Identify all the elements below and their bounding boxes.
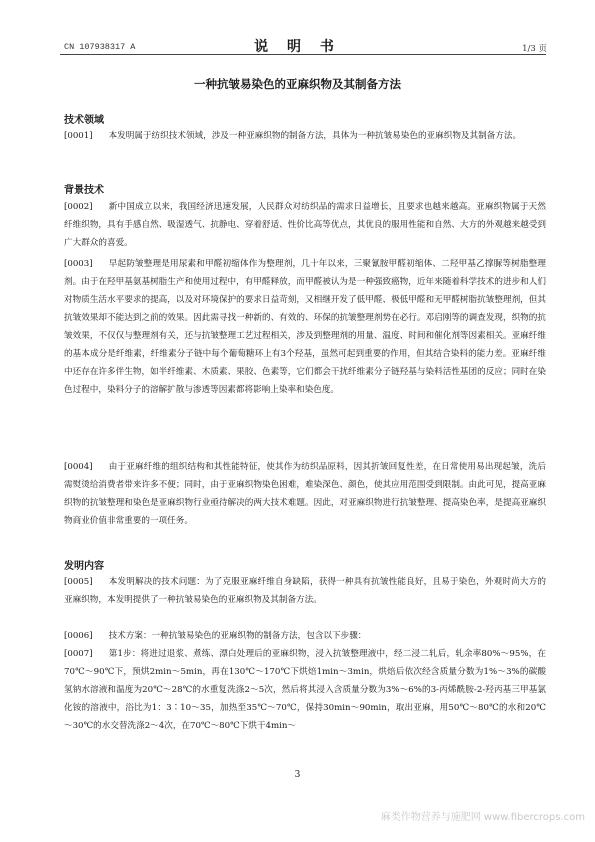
paragraph-0006 (64, 627, 546, 645)
paragraph-number: [0001] (64, 131, 93, 141)
paragraph-text: 早起防皱整理是用尿素和甲醛初缩体作为整理剂，几十年以来，三聚氰胺甲醛初缩体、二羟甲基乙撑脲等树脂整理剂。由于在羟甲基氨基树脂生产和使用过程中，有甲醛释放，而甲醛被认为是一种强致癌物，近年来随着科学技术的进步和人们对物质生活水平要求的提高，以及对环境保护的要求日益苛刻，又相继开发了低甲醛、极低甲醛和无甲醛树脂抗皱整理剂，但其抗皱效果却不能达到之前的效果。因此需寻找一种新的、有效的、环保的抗皱整理剂势在必行。邓启刚等的调查发现，织物的抗皱效果，不仅仅与整理剂有关，还与抗皱整理工艺过程相关，涉及到整理剂的用量、温度、时间和催化剂等因素相关。亚麻纤维的基本成分是纤维素，纤维素分子链中每个葡萄糖环上有3个羟基，虽然可起到重要的作用，但其结合染料的能力差。亚麻纤维中还存在许多伴生物，如半纤维素、木质素、果胶、色素等，它们都会干扰纤维素分子链羟基与染料活性基团的反应；同时在染色过程中，染料分子的溶解扩散与渗透等因素都将影响上染率和染色度。 (64, 259, 546, 395)
paragraph-number: [0005] (64, 577, 93, 587)
paragraph-0003 (64, 255, 546, 399)
paragraph-number: [0006] (64, 631, 93, 641)
paragraph-number: [0004] (64, 462, 93, 472)
paragraph-0007 (64, 645, 546, 735)
header-divider (60, 54, 546, 55)
paragraph-number: [0007] (64, 649, 93, 659)
section-heading-invention: 发明内容 (64, 561, 104, 572)
paragraph-text: 第1步：将进过退浆、煮练、漂白处理后的亚麻织物，浸入抗皱整理液中，经二浸二轧后，轧余率80%～95%，在70℃～90℃下，预烘2min～5min，再在130℃～170℃下烘焙1min～3min，烘焙后依次经含质量分数为1%～3%的碳酸氢钠水溶液和温度为20℃～28℃的水重复洗涤2～5次，然后将其浸入含质量分数为3%～6%的3-丙烯酰胺-2-羟丙基三甲基氯化铵的溶液中，浴比为1：3∶10～35，加热至35℃～70℃，保持30min～90min，取出亚麻，用50℃～80℃的水和20℃～30℃的水交替洗涤2～4次，在70℃～80℃下烘干4min～ (64, 649, 546, 731)
paragraph-number: [0002] (64, 202, 93, 212)
paragraph-text: 本发明属于纺织技术领域，涉及一种亚麻织物的制备方法，具体为一种抗皱易染色的亚麻织物及其制备方法。 (108, 131, 522, 141)
paragraph-0004 (64, 458, 546, 530)
paragraph-0001 (64, 127, 546, 145)
paragraph-text: 本发明解决的技术问题：为了克服亚麻纤维自身缺陷，获得一种具有抗皱性能良好，且易于染色，外观时尚大方的亚麻织物，本发明提供了一种抗皱易染色的亚麻织物及其制备方法。 (64, 577, 546, 605)
section-heading-tech-field: 技术领域 (64, 115, 104, 126)
paragraph-text: 由于亚麻纤维的组织结构和其性能特征，使其作为纺织品原料，因其折皱回复性差，在日常使用易出现起皱，洗后需熨烫给消费者带来许多不便；同时，由于亚麻织物染色困难，难染深色、颜色，使其应用范围受到限制。由此可见，提高亚麻织物的抗皱整理和染色是亚麻织物行业亟待解决的两大技术难题。因此，对亚麻织物进行抗皱整理、提高染色率，是提高亚麻织物商业价值非常重要的一项任务。 (64, 462, 546, 526)
section-heading-background: 背景技术 (64, 185, 104, 196)
patent-number: CN 107938317 A (64, 42, 136, 52)
page-number: 3 (294, 770, 301, 780)
document-type-heading: 说 明 书 (254, 39, 341, 55)
document-title: 一种抗皱易染色的亚麻织物及其制备方法 (194, 77, 401, 91)
paragraph-text: 技术方案：一种抗皱易染色的亚麻织物的制备方法，包含以下步骤： (108, 631, 367, 641)
paragraph-text: 新中国成立以来，我国经济迅速发展，人民群众对纺织品的需求日益增长，且要求也越来越高。亚麻织物属于天然纤维织物，具有手感自然、吸湿透气、抗静电、穿着舒适、性价比高等优点，其优良的服用性能和自然、大方的外观越来越受到广大群众的喜爱。 (64, 202, 546, 248)
page-indicator: 1/3 页 (522, 44, 547, 54)
paragraph-0002 (64, 198, 546, 252)
site-watermark: 麻类作物营养与施肥网 www.fibercrops.com (380, 812, 585, 823)
paragraph-0005 (64, 573, 546, 609)
paragraph-number: [0003] (64, 259, 93, 269)
